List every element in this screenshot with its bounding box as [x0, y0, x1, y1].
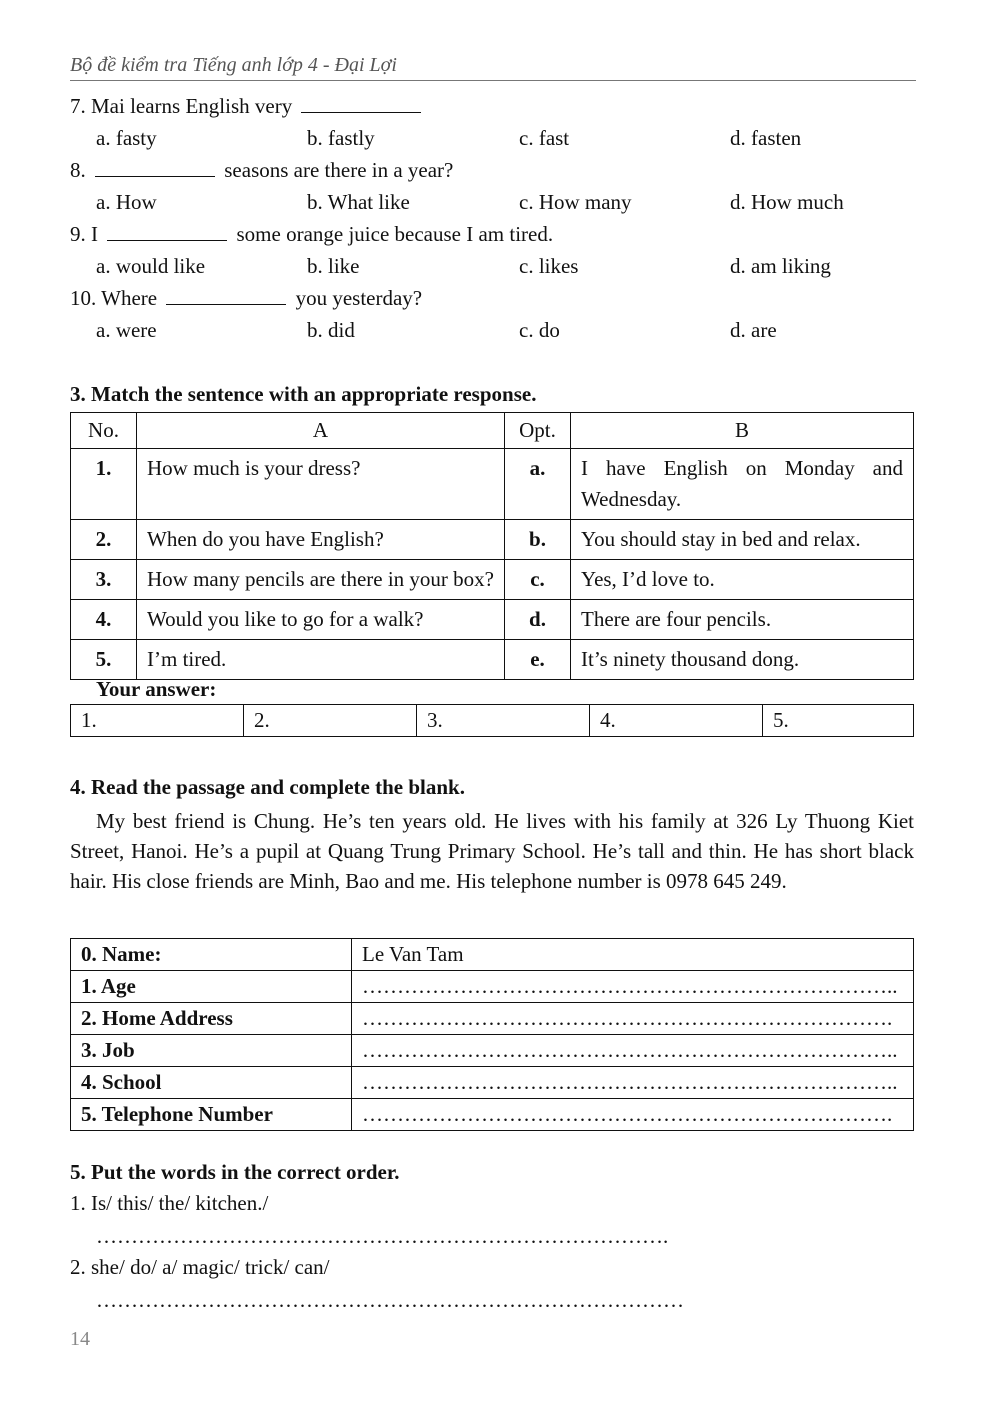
- info-label: 2. Home Address: [71, 1003, 352, 1035]
- answer-cell-4[interactable]: 4.: [590, 705, 763, 737]
- question-text: some orange juice because I am tired.: [236, 222, 554, 246]
- row-b: It’s ninety thousand dong.: [571, 640, 914, 680]
- question-number: 10. Where: [70, 286, 158, 310]
- option-d[interactable]: d. How much: [730, 190, 844, 214]
- header-title: Bộ đề kiểm tra Tiếng anh lớp 4 - Đại Lợi: [70, 54, 397, 76]
- header-b: B: [571, 413, 914, 449]
- header-a: A: [137, 413, 505, 449]
- answer-cell-1[interactable]: 1.: [71, 705, 244, 737]
- matching-table: [70, 412, 914, 680]
- row-a: How much is your dress?: [137, 449, 505, 520]
- row-a: I’m tired.: [137, 640, 505, 680]
- row-opt: c.: [505, 560, 571, 600]
- option-c[interactable]: c. How many: [519, 190, 632, 214]
- info-label: 1. Age: [71, 971, 352, 1003]
- row-a: How many pencils are there in your box?: [137, 560, 505, 600]
- question-9: [70, 222, 553, 247]
- table-row: [71, 1099, 914, 1131]
- question-number: 9. I: [70, 222, 98, 246]
- option-c[interactable]: c. likes: [519, 254, 579, 278]
- row-b: There are four pencils.: [571, 600, 914, 640]
- option-b[interactable]: b. What like: [307, 190, 410, 214]
- option-a[interactable]: a. would like: [96, 254, 206, 278]
- reorder-answer-line-1[interactable]: ……………………………………………………………………….: [96, 1224, 669, 1248]
- row-b: Yes, I’d love to.: [571, 560, 914, 600]
- question-number: 7.: [70, 94, 86, 118]
- row-no: 4.: [71, 600, 137, 640]
- your-answer-label: Your answer:: [96, 677, 217, 701]
- info-label: 3. Job: [71, 1035, 352, 1067]
- option-b[interactable]: b. did: [307, 318, 355, 342]
- row-a: When do you have English?: [137, 520, 505, 560]
- option-c[interactable]: c. do: [519, 318, 560, 342]
- option-b[interactable]: b. like: [307, 254, 360, 278]
- row-opt: a.: [505, 449, 571, 520]
- page-header: [70, 52, 916, 81]
- table-row: [71, 640, 914, 680]
- info-answer-field[interactable]: …………………………………………………………………..: [352, 1067, 914, 1099]
- row-b: You should stay in bed and relax.: [571, 520, 914, 560]
- table-row: [71, 1067, 914, 1099]
- table-row: [71, 449, 914, 520]
- info-label: 0. Name:: [71, 939, 352, 971]
- row-no: 1.: [71, 449, 137, 520]
- option-d[interactable]: d. are: [730, 318, 777, 342]
- row-no: 2.: [71, 520, 137, 560]
- answer-cell-5[interactable]: 5.: [763, 705, 914, 737]
- question-text: Mai learns English very: [91, 94, 293, 118]
- section-4-title: 4. Read the passage and complete the blank.: [70, 775, 465, 799]
- option-a[interactable]: a. How: [96, 190, 157, 214]
- option-d[interactable]: d. fasten: [730, 126, 802, 150]
- option-d[interactable]: d. am liking: [730, 254, 831, 278]
- info-label: 5. Telephone Number: [71, 1099, 352, 1131]
- info-value: Le Van Tam: [352, 939, 914, 971]
- reorder-prompt-1: 1. Is/ this/ the/ kitchen./: [70, 1191, 269, 1215]
- answer-blank[interactable]: [166, 286, 286, 305]
- table-row: [71, 1003, 914, 1035]
- table-row: [71, 971, 914, 1003]
- question-7: [70, 94, 425, 119]
- info-answer-field[interactable]: …………………………………………………………………..: [352, 971, 914, 1003]
- info-answer-field[interactable]: ………………………………………………………………….: [352, 1003, 914, 1035]
- answer-blank[interactable]: [301, 94, 421, 113]
- question-10: [70, 286, 422, 311]
- answer-blank[interactable]: [95, 158, 215, 177]
- option-c[interactable]: c. fast: [519, 126, 570, 150]
- table-row: [71, 1035, 914, 1067]
- question-text: seasons are there in a year?: [224, 158, 454, 182]
- page-number: 14: [70, 1328, 90, 1350]
- answer-cell-2[interactable]: 2.: [244, 705, 417, 737]
- header-no: No.: [71, 413, 137, 449]
- option-a[interactable]: a. were: [96, 318, 157, 342]
- row-opt: b.: [505, 520, 571, 560]
- info-answer-field[interactable]: ………………………………………………………………….: [352, 1099, 914, 1131]
- reading-passage: My best friend is Chung. He’s ten years old. He lives with his family at 326 Ly Thuong Kiet Street, Hanoi. He’s a pupil at Quang Trung Primary School. He’s tall and thin. He has short black hair. His close friends are Minh, Bao and me. His telephone number is 0978 645 249.: [70, 809, 914, 893]
- info-table: [70, 938, 914, 1131]
- row-no: 5.: [71, 640, 137, 680]
- reorder-answer-line-2[interactable]: …………………………………………………………………………: [96, 1288, 684, 1312]
- table-row: [71, 939, 914, 971]
- reorder-prompt-2: 2. she/ do/ a/ magic/ trick/ can/: [70, 1255, 330, 1279]
- row-opt: e.: [505, 640, 571, 680]
- row-a: Would you like to go for a walk?: [137, 600, 505, 640]
- question-number: 8.: [70, 158, 86, 182]
- header-opt: Opt.: [505, 413, 571, 449]
- table-row: [71, 520, 914, 560]
- answer-table: [70, 704, 914, 737]
- option-b[interactable]: b. fastly: [307, 126, 375, 150]
- question-text: you yesterday?: [295, 286, 423, 310]
- section-5-title: 5. Put the words in the correct order.: [70, 1160, 400, 1184]
- row-no: 3.: [71, 560, 137, 600]
- table-header-row: [71, 413, 914, 449]
- answer-cell-3[interactable]: 3.: [417, 705, 590, 737]
- row-opt: d.: [505, 600, 571, 640]
- answer-blank[interactable]: [107, 222, 227, 241]
- info-answer-field[interactable]: …………………………………………………………………..: [352, 1035, 914, 1067]
- option-a[interactable]: a. fasty: [96, 126, 157, 150]
- section-3-title: 3. Match the sentence with an appropriate response.: [70, 382, 537, 406]
- table-row: [71, 560, 914, 600]
- row-b: I have English on Monday and Wednesday.: [571, 449, 914, 520]
- question-8: [70, 158, 453, 183]
- table-row: [71, 600, 914, 640]
- info-label: 4. School: [71, 1067, 352, 1099]
